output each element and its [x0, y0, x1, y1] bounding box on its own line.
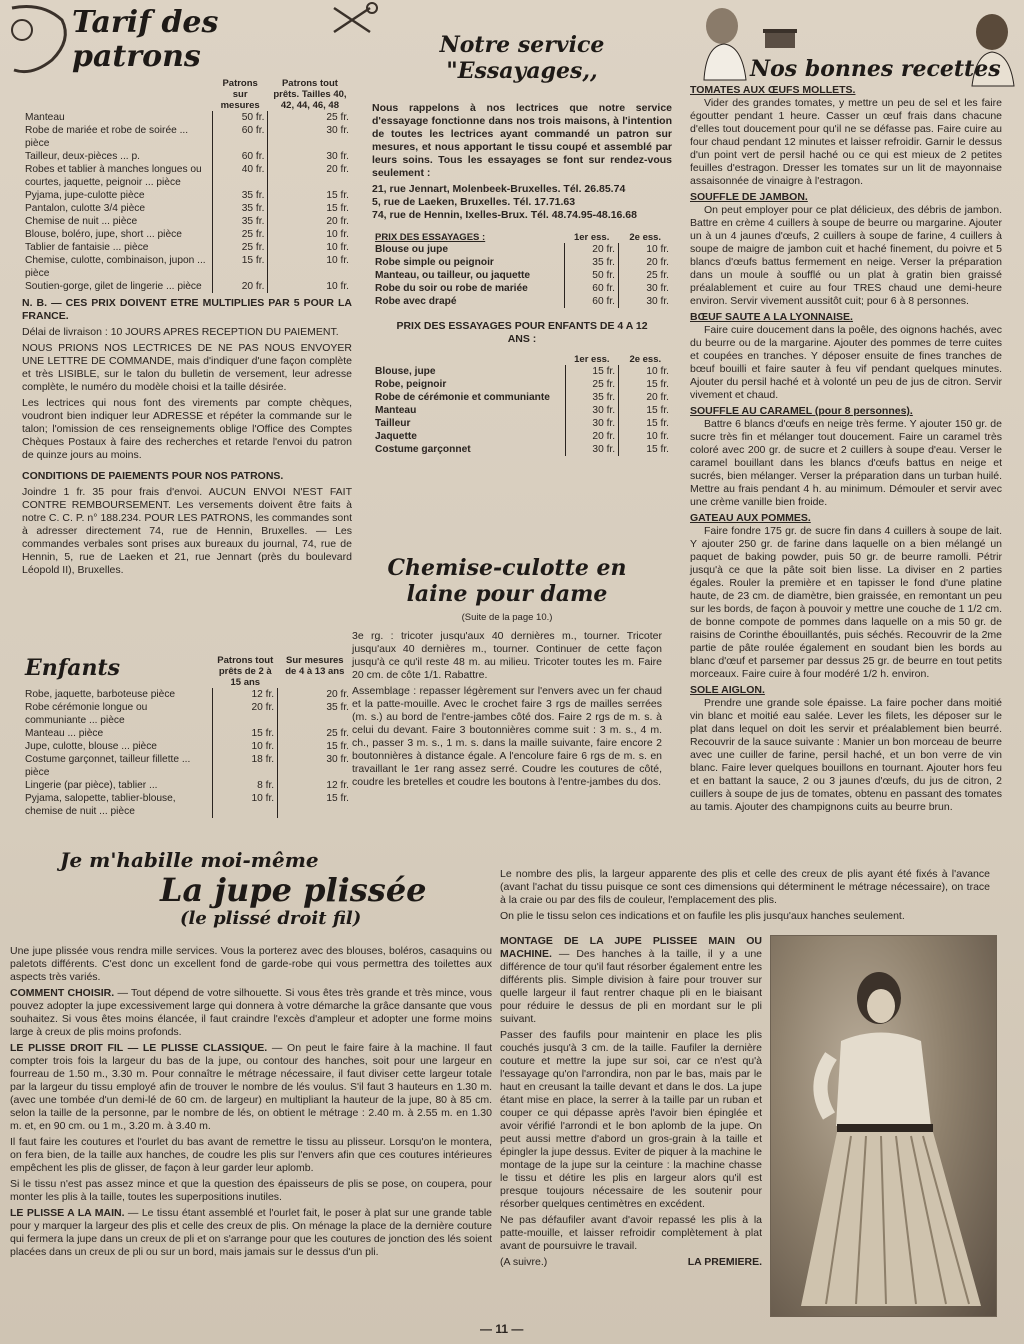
jupe-col2-p4: Ne pas défaufiler avant d'avoir repassé les plis à la patte-mouille, et laisser refroidir complètement à plat avant de poursuivre le travail.: [500, 1214, 762, 1252]
tarif-row-label: Manteau: [25, 112, 65, 123]
recipe-text: Vider des grandes tomates, y mettre un peu de sel et les faire égoutter pendant 1 heure. Casser un œuf frais dans chacune d'elles tout doucement pour qu'il ne se défasse pas. Faire cuire au four chaud pendant 12 minutes et laisser refroidir. Garnir le dessus d'un point vert de persil haché ou ce qui est mieux de 2 petites feuilles d'estragon. Dresser les tomates sur un lit de mayonnaise assaisonnée de vinaigre à l'estragon.: [690, 97, 1002, 187]
essayages-row: [372, 243, 672, 256]
essayages-row-label: Blouse ou jupe: [375, 244, 449, 255]
jupe-ourlet: Il faut faire les coutures et l'ourlet du bas avant de remettre le tissu au plisseur. Lorsqu'on le montera, on fera bien, de la taille aux hanches, de coudre les plis sur l'envers afin que ces coutures intérieures empêchent les plis de glisser, de façon à leur garder leur aplomb.: [10, 1136, 492, 1174]
enfants-row-value-2: 35 fr.: [278, 701, 352, 727]
tarif-priere: NOUS PRIONS NOS LECTRICES DE NE PAS NOUS ENVOYER UNE LETTRE DE COMMANDE, mais d'indiquer d'une façon complète et très LISIBLE, sur le talon du bulletin de versement, leur adresse complète, le numéro du modèle choisi et la taille désirée.: [22, 342, 352, 393]
enfants-row-value-1: 8 fr.: [213, 779, 278, 792]
enfants-row: [22, 792, 352, 818]
jupe-main-text: — Le tissu étant assemblé et l'ourlet fait, le poser à plat sur une grande table pour y marquer la largeur des plis et celle des creux de plis. On ménage la place de la dernière couture qui fermera la jupe dans un creux de pli et on s'arrange pour que les coutures de jonction des lés soient placées dans un creux de pli ou sur un bord, mais jamais sur le dessus d'un pli.: [10, 1207, 492, 1258]
enfants-row: [22, 753, 352, 779]
essayages-row-value-1: 20 fr.: [565, 243, 619, 256]
tarif-row-label: Blouse, boléro, jupe, short ... pièce: [25, 229, 182, 240]
essayages-row-value-1: 60 fr.: [565, 295, 619, 308]
pot-icon: [760, 22, 800, 52]
tarif-label-head: [22, 78, 212, 111]
tarif-row-label: Pantalon, culotte 3/4 pièce: [25, 203, 146, 214]
essayages-row-value-1: 35 fr.: [565, 256, 619, 269]
essayages-enfants-row-value-1: 30 fr.: [565, 443, 618, 456]
tarif-row-value-2: 10 fr.: [268, 254, 352, 280]
enfants-row: [22, 740, 352, 753]
jupe-signature: LA PREMIERE.: [687, 1256, 762, 1268]
jupe-droit-title: LE PLISSE DROIT FIL — LE PLISSE CLASSIQUE.: [10, 1042, 268, 1054]
tarif-col-head-1: Patrons sur mesures: [220, 78, 260, 111]
essayages-enfants-row-value-1: 30 fr.: [565, 404, 618, 417]
jupe-montage-title: MONTAGE DE LA JUPE PLISSEE MAIN OU MACHINE.: [500, 935, 762, 960]
essayages-enfants-row-value-1: 25 fr.: [565, 378, 618, 391]
recipe: [690, 684, 1002, 814]
tarif-row: [22, 241, 352, 254]
jupe-comment-text: — Tout dépend de votre silhouette. Si vous êtes très grande et très mince, vous pouvez adopter la jupe excessivement large qui donnera à votre démarche la grâce dansante que vous souhaitez. Si vous êtes moins élancée, il faut craindre l'excès d'ampleur et adopter une forme moins large à creux de plis moins profonds.: [10, 987, 492, 1038]
tarif-row: [22, 163, 352, 189]
enfants-row: [22, 727, 352, 740]
essayages-enfants-row: [372, 443, 672, 456]
tarif-row: [22, 111, 352, 124]
chemise-title-1: Chemise-culotte en: [387, 555, 627, 581]
enfants-section: [22, 655, 352, 818]
tarif-row-value-2: 10 fr.: [268, 280, 352, 293]
essayages-enfants-row-label: Manteau: [375, 405, 417, 416]
recipe-text: Battre 6 blancs d'œufs en neige très ferme. Y ajouter 150 gr. de sucre très fin et mélanger tout doucement. Faire un caramel très coloré avec 200 gr. de sucre et 2 cuillers à soupe d'eau. Verser le caramel bouillant dans les blancs d'œufs battus en neige et sucrés, bien mélanger. Verser la préparation dans un turban huilé. Mettre au frais pendant 4 h. au minimum. Démouler et servir avec une crème vanille bien froide.: [690, 418, 1002, 508]
jupe-col2-p2: On plie le tissu selon ces indications et on faufile les plis jusqu'aux hanches seulement.: [500, 910, 905, 922]
chemise-title-2: laine pour dame: [406, 581, 608, 607]
essayages-enfants-row-value-2: 15 fr.: [619, 443, 672, 456]
tarif-row-label: Soutien-gorge, gilet de lingerie ... pièce: [25, 281, 202, 292]
essayages-enfants-row-label: Blouse, jupe: [375, 366, 436, 377]
essayages-enfants-row-label: Robe, peignoir: [375, 379, 447, 390]
jupe-intro: Une jupe plissée vous rendra mille services. Vous la porterez avec des blouses, boléros, casaquins ou paletots différents. C'est donc un excellent fond de garde-robe qui vous permettra des toilettes aux aspects très variés.: [10, 945, 492, 983]
jupe-main-title: LE PLISSE A LA MAIN.: [10, 1207, 125, 1219]
essayages-row: [372, 282, 672, 295]
essayages-enfants-row-label: Robe de cérémonie et communiante: [375, 392, 550, 403]
enfants-row-value-2: 15 fr.: [278, 792, 352, 818]
recipe: [690, 191, 1002, 308]
recipe-subtitle: (pour 8 personnes).: [811, 405, 913, 417]
enfants-row-label: Robe cérémonie longue ou communiante ... pièce: [25, 702, 148, 726]
essayages-enfants-row-value-2: 20 fr.: [619, 391, 672, 404]
recipe: [690, 84, 1002, 188]
jupe-suivre: (A suivre.): [500, 1256, 548, 1268]
essayages-enfants-row-value-1: 20 fr.: [565, 430, 618, 443]
essayages-address: 74, rue de Hennin, Ixelles-Brux. Tél. 48.74.95-48.16.68: [372, 209, 637, 221]
tarif-row-value-2: 30 fr.: [268, 150, 352, 163]
recipe-title: SOLE AIGLON.: [690, 684, 765, 696]
essayages-row-label: Robe du soir ou robe de mariée: [375, 283, 528, 294]
jupe-main: [10, 1207, 492, 1259]
recipe-title: SOUFFLE AU CARAMEL (pour 8 personnes).: [690, 405, 913, 417]
essayages-enfants-title: PRIX DES ESSAYAGES POUR ENFANTS DE 4 A 12 ANS :: [396, 320, 648, 345]
enfants-title-cell: [22, 655, 213, 688]
recipe-text: Faire cuire doucement dans la poêle, des oignons hachés, avec du beurre ou de la margarine. Ajouter des pommes de terre cuites et coupées en tranches. Y déposer ensuite de fines tranches de bœuf bouilli et faire sauter à feu vif pendant quelques minutes. Ajouter du persil haché et à volonté un peu de jus de citron. Servir vivement et chaud.: [690, 324, 1002, 401]
tarif-row-value-1: 20 fr.: [212, 280, 268, 293]
tarif-row-value-2: 10 fr.: [268, 228, 352, 241]
tarif-row-value-2: 15 fr.: [268, 202, 352, 215]
tarif-row-label: Robes et tablier à manches longues ou courtes, jaquette, peignoir ... pièce: [25, 164, 202, 188]
essayages-table: [372, 232, 672, 308]
enfants-row: [22, 688, 352, 701]
recipe-title: BŒUF SAUTE A LA LYONNAISE.: [690, 311, 853, 323]
tarif-row-value-2: 10 fr.: [268, 241, 352, 254]
recipe-title: SOUFFLE DE JAMBON.: [690, 191, 808, 203]
recettes-list: [690, 84, 1002, 814]
essayages-enfants-row-value-2: 10 fr.: [619, 430, 672, 443]
jupe-montage-text: — Des hanches à la taille, il y a une différence de tour qu'il faut résorber également entre les différents plis. Simple division à faire pour trouver sur quelle largeur il faut rentrer chaque pli en le biaisant pour réduire le dessus de pli en mordant sur le pli suivant.: [500, 948, 762, 1025]
tarif-row-value-2: 30 fr.: [268, 124, 352, 150]
tarif-row: [22, 202, 352, 215]
woman-silhouette: [771, 936, 996, 1316]
tarif-title: Tarif des patrons: [72, 5, 219, 74]
essayages-enfants-row: [372, 417, 672, 430]
tarif-row-value-1: 50 fr.: [212, 111, 268, 124]
essayages-enfants-row-label: Jaquette: [375, 431, 417, 442]
enfants-row: [22, 779, 352, 792]
enfants-row-label: Lingerie (par pièce), tablier ...: [25, 780, 158, 791]
recipe-text: Prendre une grande sole épaisse. La faire pocher dans moitié vin blanc et moitié eau salée. Lever les filets, les déposer sur le plat dans lequel on doit les servir et préalablement bien beurré. Recouvrir de la sauce suivante : Manier un bon morceau de beurre avec une cuiller de farine, persil haché, et un bon verre de vin blanc. Faire lever quelques bouillons en tournant. Ajouter hors feu et en battant la sauce, 2 ou 3 jaunes d'œufs, du jus de citron, 2 cuillers à soupe de jus de tomates, obtenu en passant des tomates au tamis. Ajouter des champignons cuits au beurre brun.: [690, 697, 1002, 813]
recettes-section: [690, 56, 1002, 817]
enfants-table: [22, 655, 352, 818]
essayages-title-1: Notre service: [439, 32, 605, 58]
conditions-text: Joindre 1 fr. 35 pour frais d'envoi. AUCUN ENVOI N'EST FAIT CONTRE REMBOURSEMENT. Les versements doivent être faits à notre C. C. P. n° 188.234. POUR LES PATRONS, les commandes sont à adresser directement 74, rue de Hennin, Bruxelles. — Les commandes verbales sont prises aux bureaux du journal, 74, rue de Hennin, 5, rue de Laeken et 21, rue Jennart (près du boulevard Léopold II), Bruxelles.: [22, 486, 352, 576]
essayages-addresses: [372, 183, 672, 222]
enfants-col-head-2: Sur mesures de 4 à 13 ans: [285, 655, 345, 677]
jupe-col2-p1: Le nombre des plis, la largeur apparente des plis et celle des creux de plis ayant été fixés à l'avance (avant l'achat du tissu puisque ce sont ces dimensions qui déterminent le métrage nécessaire), on trace à la craie ou par des fils de couleur, l'emplacement des plis.: [500, 868, 990, 906]
tarif-row-value-2: 20 fr.: [268, 163, 352, 189]
enfants-title: Enfants: [25, 655, 121, 681]
recipe: [690, 311, 1002, 402]
essayages-title-2: "Essayages,,: [446, 58, 598, 84]
essayages-prix-title: PRIX DES ESSAYAGES :: [375, 232, 486, 243]
essayages-enfants-table: [372, 354, 672, 456]
jupe-droit: [10, 1042, 492, 1133]
tarif-row: [22, 228, 352, 241]
essayages-enfants-row-value-2: 15 fr.: [619, 404, 672, 417]
essayages-h1: 1er ess.: [573, 232, 610, 243]
essayages-section: [372, 32, 672, 456]
tarif-lectrices: Les lectrices qui nous font des virements par compte chèques, voudront bien indiquer leur ADRESSE et répéter la commande sur le talon; l'omission de ces renseignements oblige l'Office des Comptes Chèques Postaux à faire des recherches et retarde l'envoi du patron de quinze jours au moins.: [22, 397, 352, 461]
essayages-row-value-2: 30 fr.: [618, 295, 672, 308]
essayages-row: [372, 256, 672, 269]
jupe-comment: [10, 987, 492, 1039]
essayages-row: [372, 295, 672, 308]
essayages-enfants-row-label: Costume garçonnet: [375, 444, 471, 455]
essayages-row-label: Manteau, ou tailleur, ou jaquette: [375, 270, 531, 281]
enfants-row-value-1: 10 fr.: [213, 792, 278, 818]
chemise-p1: 3e rg. : tricoter jusqu'aux 40 dernières m., tourner. Tricoter jusqu'aux 40 dernières m., tourner. Continuer de cette façon jusqu'à ce qu'il reste 48 m. au milieu. Tricoter toutes les m. Faire 20 cm. de côte 1/1. Rabattre.: [352, 630, 662, 681]
essayages-enfants-row: [372, 378, 672, 391]
tarif-row-value-1: 60 fr.: [212, 150, 268, 163]
jupe-header: [60, 848, 460, 930]
essayages-enfants-row-value-1: 15 fr.: [565, 365, 618, 378]
enfants-col-head-1: Patrons tout prêts de 2 à 15 ans: [217, 655, 274, 688]
essayages-row-value-2: 30 fr.: [618, 282, 672, 295]
essayages-row: [372, 269, 672, 282]
chemise-suite: (Suite de la page 10.): [461, 612, 553, 623]
enfants-row-value-2: 20 fr.: [278, 688, 352, 701]
jupe-column-2: [500, 868, 990, 926]
essayages-enfants-row: [372, 391, 672, 404]
essayages-row-value-2: 20 fr.: [618, 256, 672, 269]
essayages-row-label: Robe simple ou peignoir: [375, 257, 494, 268]
essayages-enfants-h2: 2e ess.: [629, 354, 662, 365]
enfants-row-label: Manteau ... pièce: [25, 728, 104, 739]
essayages-enfants-row: [372, 430, 672, 443]
tarif-row: [22, 280, 352, 293]
essayages-row-value-2: 10 fr.: [618, 243, 672, 256]
enfants-row-value-1: 18 fr.: [213, 753, 278, 779]
essayages-enfants-row: [372, 404, 672, 417]
enfants-row-label: Jupe, culotte, blouse ... pièce: [25, 741, 157, 752]
tarif-row-label: Chemise de nuit ... pièce: [25, 216, 138, 227]
tarif-row-value-1: 15 fr.: [212, 254, 268, 280]
recipe-title: GATEAU AUX POMMES.: [690, 512, 811, 524]
essayages-row-label: Robe avec drapé: [375, 296, 457, 307]
jupe-column-2b: [500, 935, 762, 1269]
jupe-montage: [500, 935, 762, 1026]
chemise-section: [352, 555, 662, 792]
tarif-row-label: Chemise, culotte, combinaison, jupon ... pièce: [25, 255, 206, 279]
jupe-epais: Si le tissu n'est pas assez mince et que la question des épaisseurs de plis se pose, on coupera, pour monter les plis à la taille, toutes les superpositions inutiles.: [10, 1178, 492, 1203]
conditions-title: CONDITIONS DE PAIEMENTS POUR NOS PATRONS.: [22, 470, 284, 482]
essayages-intro: Nous rappelons à nos lectrices que notre service d'essayage fonctionne dans nos trois maisons, à l'intention de toutes les lectrices ayant commandé un patron sur mesures, et nous apportant le tissu coupé et assemblé par leurs soins. Tous les essayages se font sur rendez-vous seulement :: [372, 102, 672, 179]
essayages-address: 21, rue Jennart, Molenbeek-Bruxelles. Tél. 26.85.74: [372, 183, 626, 195]
enfants-row-value-1: 20 fr.: [213, 701, 278, 727]
enfants-row-value-1: 10 fr.: [213, 740, 278, 753]
enfants-row-value-2: 12 fr.: [278, 779, 352, 792]
tarif-section: [22, 6, 352, 580]
essayages-enfants-h1: 1er ess.: [574, 354, 610, 365]
enfants-row-label: Robe, jaquette, barboteuse pièce: [25, 689, 176, 700]
essayages-row-value-1: 50 fr.: [565, 269, 619, 282]
enfants-row-value-1: 15 fr.: [213, 727, 278, 740]
enfants-row-value-1: 12 fr.: [213, 688, 278, 701]
pleated-skirt-photo: [770, 935, 997, 1317]
recettes-title: Nos bonnes recettes: [750, 56, 1001, 82]
chemise-p2: Assemblage : repasser légèrement sur l'envers avec un fer chaud et la patte-mouille. Avec le crochet faire 3 rgs de mailles serrées (m. s.) au bord de l'entre-jambes côté dos. Faire 2 rgs de m. s. à celui du devant. Faire 3 boutonnières comme suit : 3 m. s., 4 m. ch., passer 3 m. s., 1 m. s. dans la maille suivante, faire encore 2 boutonnières à distance égale. A l'encolure faire 6 rgs de m. s. en travaillant le 1er rang assez serré. Coudre les coutures de côté, coudre les bretelles et coudre les boutons à l'entre-jambes du dos.: [352, 685, 662, 788]
enfants-row-value-2: 30 fr.: [278, 753, 352, 779]
page-number: — 11 —: [480, 1322, 524, 1336]
essayages-row-value-1: 60 fr.: [565, 282, 619, 295]
enfants-row-label: Pyjama, salopette, tablier-blouse, chemise de nuit ... pièce: [25, 793, 176, 817]
tarif-row: [22, 189, 352, 202]
tarif-row: [22, 150, 352, 163]
tarif-row-value-1: 40 fr.: [212, 163, 268, 189]
tarif-row-label: Tailleur, deux-pièces ... p.: [25, 151, 140, 162]
tarif-row-label: Tablier de fantaisie ... pièce: [25, 242, 149, 253]
enfants-row-value-2: 15 fr.: [278, 740, 352, 753]
essayages-h2: 2e ess.: [629, 232, 662, 243]
essayages-enfants-row-value-1: 35 fr.: [565, 391, 618, 404]
enfants-row: [22, 701, 352, 727]
tarif-row-value-1: 25 fr.: [212, 241, 268, 254]
essayages-enfants-label-head: [372, 354, 565, 365]
tarif-col-head-2: Patrons tout prêts. Tailles 40, 42, 44, 46, 48: [273, 78, 347, 111]
tarif-row: [22, 215, 352, 228]
essayages-address: 5, rue de Laeken, Bruxelles. Tél. 17.71.63: [372, 196, 576, 208]
tarif-table: [22, 78, 352, 293]
essayages-enfants-row-label: Tailleur: [375, 418, 411, 429]
enfants-row-value-2: 25 fr.: [278, 727, 352, 740]
tarif-row-value-1: 35 fr.: [212, 189, 268, 202]
essayages-enfants-row-value-1: 30 fr.: [565, 417, 618, 430]
jupe-title: La jupe plissée: [160, 871, 427, 909]
tarif-row-value-1: 60 fr.: [212, 124, 268, 150]
jupe-comment-title: COMMENT CHOISIR.: [10, 987, 115, 999]
jupe-column-1: [10, 945, 492, 1262]
recipe: [690, 405, 1002, 509]
essayages-enfants-row: [372, 365, 672, 378]
tarif-row-value-2: 20 fr.: [268, 215, 352, 228]
tarif-row-value-2: 15 fr.: [268, 189, 352, 202]
tarif-row: [22, 254, 352, 280]
essayages-row-value-2: 25 fr.: [618, 269, 672, 282]
jupe-col2-p3: Passer des faufils pour maintenir en place les plis couchés jusqu'à 3 cm. de la taille. Faufiler la dernière couture et mettre la jupe sur soi, car ce n'est qu'à l'essayage qu'on l'arrondira, non par le bas, mais par le haut en creusant la taille devant et dans le dos. La jupe étant mise en place, la serrer à la taille par un ruban et couper ce qui dépasse après l'avoir bien épinglée et avoir vérifié l'arrondi et le bon aplomb de la jupe. On peut aussi mettre d'abord un gros-grain à la taille et épingler la jupe dessus. Eviter de piquer à la machine le montage de la jupe sur la ceinture : la machine chasse le tissu et détire les plis en largeur alors qu'il est presque toujours nécessaire de les soutenir pour résorber quelques centimètres en excédent.: [500, 1029, 762, 1210]
essayages-enfants-row-value-2: 15 fr.: [619, 378, 672, 391]
tarif-delai: Délai de livraison : 10 JOURS APRES RECEPTION DU PAIEMENT.: [22, 326, 339, 338]
essayages-price-box: [372, 232, 672, 456]
tarif-row: [22, 124, 352, 150]
tarif-row-value-1: 35 fr.: [212, 202, 268, 215]
tarif-row-label: Pyjama, jupe-culotte pièce: [25, 190, 145, 201]
tarif-row-value-1: 25 fr.: [212, 228, 268, 241]
tarif-row-value-2: 25 fr.: [268, 111, 352, 124]
tarif-row-value-1: 35 fr.: [212, 215, 268, 228]
jupe-subtitle: (le plissé droit fil): [180, 908, 362, 929]
tarif-nb: N. B. — CES PRIX DOIVENT ETRE MULTIPLIES PAR 5 POUR LA FRANCE.: [22, 297, 352, 322]
tarif-row-label: Robe de mariée et robe de soirée ... pièce: [25, 125, 189, 149]
jupe-kicker: Je m'habille moi-même: [60, 848, 319, 872]
essayages-enfants-row-value-2: 10 fr.: [619, 365, 672, 378]
recipe-text: On peut employer pour ce plat délicieux, des débris de jambon. Battre en crème 4 cuillers à soupe de beurre ou margarine. Ajouter un à un 4 jaunes d'œufs, 2 cuillers à soupe de farine, 4 cuillers à soupe de maigre de jambon cuit et haché finement, du poivre et 5 blancs d'œufs battus fermement en neige. Verser la préparation dans un moule à soufflé ou un plat à gratin bien graissé préalablement et cuire au four TRES chaud une demi-heure environ. Servir vivement aussitôt cuit; pour 6 à 8 personnes.: [690, 204, 1002, 307]
recipe-text: Faire fondre 175 gr. de sucre fin dans 4 cuillers à soupe de lait. Y ajouter 250 gr. de farine dans laquelle on a bien mélangé un paquet de baking powder, puis 50 gr. de beurre ramolli. Pétrir jusqu'à ce que la pâte soit bien lisse. La diviser en 2 parties égales. Rouler la première et en tapisser le fond d'une platine haute, de 23 cm. de diamètre, bien graissée, en remontant un peu sur les bords, de façon à pouvoir y mettre une couche de 1 1/2 cm. de bonne compote de pommes dans laquelle on a mis 50 gr. de raisins de Corinthe ébouillantés, puis séchés. Recouvrir de la 2me partie de pâte roulée également en soudant bien les bords au blanc d'œuf et parsemer par dessus 25 gr. de beurre en tout petits morceaux. Faire cuire à four modéré 1/2 h. environ.: [690, 525, 1002, 680]
recipe-title: TOMATES AUX ŒUFS MOLLETS.: [690, 84, 856, 96]
recipe: [690, 512, 1002, 681]
enfants-row-label: Costume garçonnet, tailleur fillette ... pièce: [25, 754, 191, 778]
essayages-enfants-row-value-2: 15 fr.: [619, 417, 672, 430]
jupe-droit-text: — On peut le faire faire à la machine. Il faut compter trois fois la largeur du bas de la jupe, ou contour des hanches, soit pour une largeur en fourreau de 1.50 m., 3.30 m. Pour connaître le métrage nécessaire, il faut diviser cette largeur totale par la largeur du tissu employé afin de trouver le nombre de lés voulus. S'il faut 3 hauteurs en 1.30 m. (avec une tombée d'un demi-lé de 60 cm. de largeur) en multipliant la hauteur de la jupe, 80 à 85 cm. selon la taille de la personne, par le nombre de lés, on obtient le métrage : 2.40 m. à 2.55 m. en 1.30 m. et, en 90 cm. ou 1 m., 3.20 m. à 3.40 m.: [10, 1042, 492, 1132]
